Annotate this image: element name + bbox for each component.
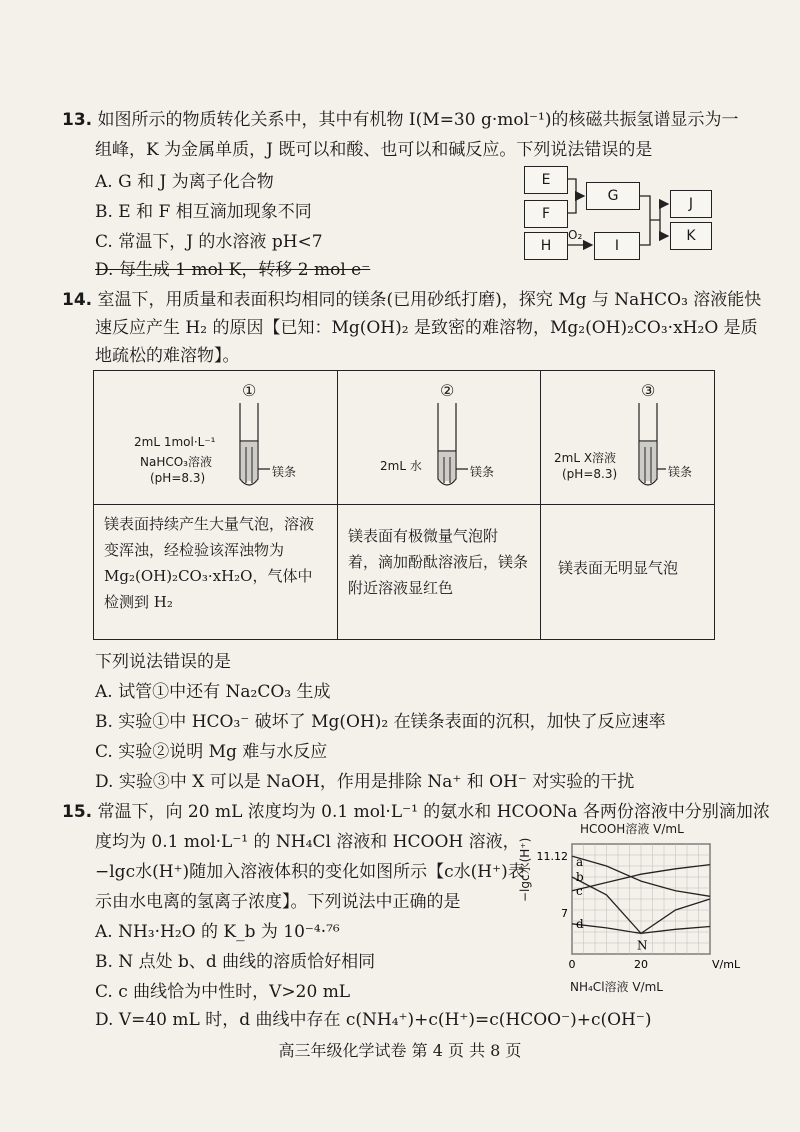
q15-stem-line4: 示由水电离的氢离子浓度】。下列说法中正确的是 [95,892,461,912]
tube3-label2: (pH=8.3) [562,467,618,481]
tube2-number: ② [440,381,455,400]
q13-option-d: D. 每生成 1 mol K，转移 2 mol e⁻ [95,260,371,280]
y-tick-label: 11.12 [536,850,568,864]
box-j: J [670,190,712,218]
x-tick-label: 0 [568,958,576,971]
box-h: H [524,232,568,260]
result-2: 镁表面有极微量气泡附 着，滴加酚酞溶液后，镁条 附近溶液显红色 [348,527,529,597]
q14-experiment-table [93,370,715,640]
q13-number: 13. [62,110,93,130]
chart-plot [530,836,741,976]
q15-stem-line3: −lgc水(H⁺)随加入溶液体积的变化如图所示【c水(H⁺)表 [95,862,525,882]
q13-option-a: A. G 和 J 为离子化合物 [95,172,274,192]
box-k: K [670,222,712,250]
q14-option-b: B. 实验①中 HCO₃⁻ 破坏了 Mg(OH)₂ 在镁条表面的沉积，加快了反应速率 [95,712,666,732]
q14-stem-line3: 地疏松的难溶物】。 [95,346,240,366]
o2-label: O₂ [568,228,583,242]
tube2-label1: 2mL 水 [380,459,422,473]
q14-question: 下列说法错误的是 [95,652,231,672]
tube1-label2: NaHCO₃溶液 [140,455,212,469]
q15-option-d: D. V=40 mL 时，d 曲线中存在 c(NH₄⁺)+c(H⁺)=c(HCOO⁻)+c(OH⁻) [95,1010,652,1030]
result-3: 镁表面无明显气泡 [558,559,679,577]
q14-stem-line2: 速反应产生 H₂ 的原因【已知：Mg(OH)₂ 是致密的难溶物，Mg₂(OH)₂CO₃·xH₂O 是质 [95,318,758,338]
tube3-label1: 2mL X溶液 [554,451,617,465]
series-label-c: c [576,883,583,898]
q15-option-b: B. N 点处 b、d 曲线的溶质恰好相同 [95,952,376,972]
box-e: E [524,166,568,194]
y-tick-label: 7 [561,906,568,920]
q14-option-d: D. 实验③中 X 可以是 NaOH，作用是排除 Na⁺ 和 OH⁻ 对实验的干扰 [95,772,635,792]
q15-stem-line2: 度均为 0.1 mol·L⁻¹ 的 NH₄Cl 溶液和 HCOOH 溶液， [95,832,520,852]
q13-stem-line2: 组峰，K 为金属单质，J 既可以和酸、也可以和碱反应。下列说法错误的是 [95,140,653,160]
page-footer: 高三年级化学试卷 第 4 页 共 8 页 [278,1041,522,1060]
q15-option-c: C. c 曲线恰为中性时，V>20 mL [95,982,351,1002]
q13-option-b: B. E 和 F 相互滴加现象不同 [95,202,312,222]
chart-bottom-label: NH₄Cl溶液 V/mL [570,980,663,994]
tube3-mg-label: 镁条 [668,465,693,479]
box-g: G [586,182,640,210]
q14-option-a: A. 试管①中还有 Na₂CO₃ 生成 [95,682,331,702]
tube3-number: ③ [641,381,656,400]
q13-stem-text1: 如图所示的物质转化关系中，其中有机物 I(M=30 g·mol⁻¹)的核磁共振氢谱显示为一 [97,110,739,130]
chart-ylabel: −lgc水(H⁺) [518,837,532,902]
tube2-mg-label: 镁条 [470,465,495,479]
tube1-mg-label: 镁条 [272,465,297,479]
tube1-number: ① [242,381,257,400]
box-f: F [524,200,568,228]
diagram-arrows [560,160,720,270]
result-1: 镁表面持续产生大量气泡，溶液 变浑浊，经检验该浑浊物为 Mg₂(OH)₂CO₃·xH₂O，气体中 检测到 H₂ [104,515,315,611]
q15-option-a: A. NH₃·H₂O 的 K_b 为 10⁻⁴·⁷⁶ [95,922,340,942]
x-axis-label: V/mL [712,958,741,971]
test-tubes-drawing [94,371,714,505]
x-tick-label: 20 [634,958,648,971]
q13-stem-line1 [62,108,738,132]
q14-option-c: C. 实验②说明 Mg 难与水反应 [95,742,328,762]
q13-option-c: C. 常温下，J 的水溶液 pH<7 [95,232,323,252]
series-label-b: b [576,870,584,884]
chart-top-label: HCOOH溶液 V/mL [580,822,684,836]
tube1-label3: (pH=8.3) [150,471,206,485]
q15-number: 15. [62,802,93,822]
q14-stem-line1 [62,288,761,312]
q15-stem-text1: 常温下，向 20 mL 浓度均为 0.1 mol·L⁻¹ 的氨水和 HCOONa 各两份溶液中分别滴加浓 [97,802,770,822]
tube1-label1: 2mL 1mol·L⁻¹ [134,435,216,449]
q14-stem-text1: 室温下，用质量和表面积均相同的镁条(已用砂纸打磨)，探究 Mg 与 NaHCO₃ 溶液能快 [97,290,762,310]
series-label-d: d [576,916,584,931]
point-n-label: N [637,938,648,953]
q14-number: 14. [62,290,93,310]
series-label-a: a [576,855,584,870]
box-i: I [594,232,640,260]
